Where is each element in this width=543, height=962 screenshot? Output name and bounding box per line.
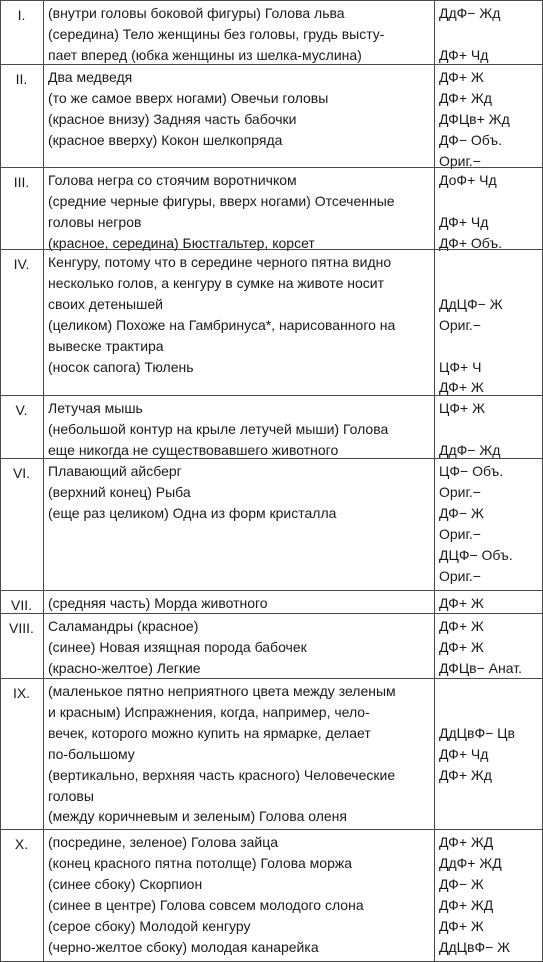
column-divider — [434, 1, 435, 64]
scoring-code: Ориг.− — [439, 483, 481, 500]
scoring-code: ДФ+ Ж — [439, 379, 484, 396]
table-row — [0, 167, 543, 249]
column-divider — [434, 830, 435, 962]
response-line: Плавающий айсберг — [48, 463, 182, 479]
scoring-code: ДдФ− Жд — [439, 5, 501, 21]
response-line: пает вперед (юбка женщины из шелка-муслина) — [48, 46, 362, 63]
scoring-code: ДФ+ Ж — [439, 69, 484, 85]
response-line: (синее в центре) Голова совсем молодого слона — [48, 896, 364, 913]
card-number: III. — [13, 174, 30, 190]
scoring-code: ДФ+ ЖД — [439, 896, 494, 913]
card-number: IX. — [12, 685, 31, 701]
table-row — [0, 678, 543, 829]
table-row — [0, 249, 543, 395]
response-line: (маленькое пятно неприятного цвета между зеленым — [48, 683, 396, 699]
card-number: VI. — [12, 465, 31, 481]
table-row — [0, 0, 543, 64]
column-divider — [43, 1, 44, 64]
response-line: Голова негра со стоячим воротничком — [48, 172, 297, 188]
scoring-code: ДФЦв− Анат. — [439, 659, 522, 676]
scoring-code: ДЦФ− Объ. — [439, 546, 513, 563]
response-line: (верхний конец) Рыба — [48, 483, 191, 500]
response-line: (вертикально, верхняя часть красного) Человеческие — [48, 766, 396, 783]
table-row — [0, 590, 543, 613]
response-line: (то же самое вверх ногами) Овечьи головы — [48, 89, 329, 106]
column-divider — [43, 250, 44, 395]
response-line: несколько голов, а кенгуру в сумке на животе носит — [48, 274, 385, 291]
column-divider — [43, 459, 44, 590]
column-divider — [434, 65, 435, 167]
response-line: (небольшой контур на крыле летучей мыши) Голова — [48, 420, 389, 437]
column-divider — [434, 396, 435, 458]
response-line: Саламандры (красное) — [48, 618, 199, 634]
scoring-code: ДФ+ Жд — [439, 89, 492, 106]
response-line: (между коричневым и зеленым) Голова оленя — [48, 808, 347, 825]
scoring-code: Ориг.− — [439, 152, 481, 169]
response-line: (красное вверху) Кокон шелкопряда — [48, 131, 283, 148]
card-number: V. — [15, 402, 28, 418]
response-line: (красно-желтое) Легкие — [48, 659, 201, 676]
response-line: (носок сапога) Тюлень — [48, 358, 194, 375]
scoring-code: ДФ− Объ. — [439, 131, 502, 148]
response-line: головы — [48, 787, 94, 804]
response-line: (средние черные фигуры, вверх ногами) Отсеченные — [48, 192, 395, 209]
response-line: (конец красного пятна потолще) Голова моржа — [48, 854, 353, 871]
response-line: вечек, которого можно купить на ярмарке, делает — [48, 724, 371, 741]
column-divider — [43, 614, 44, 678]
scoring-code: Ориг.− — [439, 316, 481, 333]
scoring-code: ДФ+ Чд — [439, 213, 489, 230]
card-number: VII. — [10, 597, 32, 613]
scoring-code: ДФ+ Чд — [439, 745, 489, 762]
response-line: (средняя часть) Морда животного — [48, 595, 268, 611]
scoring-code: ДдЦвФ− Ж — [439, 938, 511, 955]
response-line: (черно-желтое сбоку) молодая канарейка — [48, 938, 319, 955]
scoring-code: ДФ+ Ж — [439, 917, 484, 934]
column-divider — [434, 614, 435, 678]
table-row — [0, 64, 543, 167]
table-row — [0, 395, 543, 458]
table-row — [0, 829, 543, 962]
scoring-code: ДФ+ Ж — [439, 618, 484, 634]
response-line: Летучая мышь — [48, 400, 143, 416]
column-divider — [43, 679, 44, 829]
scoring-code: ДдЦвФ− Цв — [439, 724, 515, 741]
response-line: еще никогда не существовавшего животного — [48, 441, 339, 458]
response-line: (красное внизу) Задняя часть бабочки — [48, 110, 297, 127]
column-divider — [43, 830, 44, 962]
response-line: Два медведя — [48, 69, 133, 85]
response-line: головы негров — [48, 213, 142, 230]
scoring-code: ДФ+ Объ. — [439, 234, 502, 251]
response-line: (целиком) Похоже на Гамбринуса*, нарисованного на — [48, 316, 396, 333]
response-line: (синее) Новая изящная порода бабочек — [48, 638, 307, 655]
scoring-code: ДФ+ Жд — [439, 766, 492, 783]
column-divider — [43, 168, 44, 249]
scoring-code: ДФ− Ж — [439, 504, 484, 521]
column-divider — [434, 679, 435, 829]
scoring-code: Ориг.− — [439, 525, 481, 542]
table-row — [0, 613, 543, 678]
card-number: X. — [14, 836, 29, 852]
response-line: и красным) Испражнения, когда, например, чело- — [48, 703, 370, 720]
scoring-code: ДдЦФ− Ж — [439, 295, 503, 312]
scoring-code: ДФ+ Ж — [439, 595, 484, 611]
scoring-code: Ориг.− — [439, 567, 481, 584]
card-number: II. — [15, 71, 28, 87]
column-divider — [434, 591, 435, 613]
response-line: вывеске трактира — [48, 337, 164, 354]
response-line: (внутри головы боковой фигуры) Голова льва — [48, 5, 345, 21]
scoring-code: ЦФ− Объ. — [439, 463, 504, 479]
response-line: (еще раз целиком) Одна из форм кристалла — [48, 504, 337, 521]
column-divider — [434, 250, 435, 395]
card-number: IV. — [13, 256, 30, 272]
response-line: (серое сбоку) Молодой кенгуру — [48, 917, 251, 934]
response-line: (посредине, зеленое) Голова зайца — [48, 834, 278, 850]
scoring-code: ЦФ+ Ж — [439, 400, 485, 416]
scoring-code: ДдФ− Жд — [439, 441, 501, 458]
table-row — [0, 458, 543, 590]
response-line: (середина) Тело женщины без головы, грудь высту- — [48, 25, 385, 42]
scoring-code: ДдФ+ ЖД — [439, 854, 502, 871]
column-divider — [434, 168, 435, 249]
column-divider — [43, 591, 44, 613]
response-line: Кенгуру, потому что в середине черного пятна видно — [48, 254, 392, 270]
response-line: своих детенышей — [48, 295, 163, 312]
scoring-code: ДФ+ Чд — [439, 46, 489, 63]
scoring-code: ДФЦв+ Жд — [439, 110, 510, 127]
column-divider — [43, 65, 44, 167]
response-line: (синее сбоку) Скорпион — [48, 875, 203, 892]
scoring-code: ЦФ+ Ч — [439, 358, 482, 375]
column-divider — [43, 396, 44, 458]
card-number: VIII. — [9, 620, 34, 636]
scoring-code: ДФ+ Ж — [439, 638, 484, 655]
response-line: (красное, середина) Бюстгальтер, корсет — [48, 234, 315, 251]
scoring-code: ДоФ+ Чд — [439, 172, 497, 188]
scoring-code: ДФ+ ЖД — [439, 834, 494, 850]
scoring-code: ДФ− Ж — [439, 875, 484, 892]
column-divider — [434, 459, 435, 590]
response-line: по-большому — [48, 745, 135, 762]
card-number: I. — [17, 7, 26, 23]
